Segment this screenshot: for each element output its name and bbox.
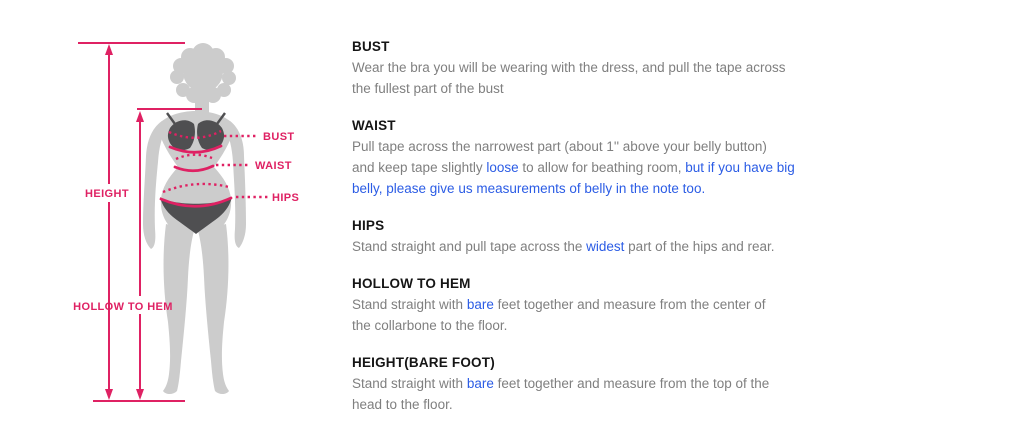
body-measurement-figure xyxy=(0,0,340,426)
instruction-section xyxy=(352,352,912,415)
highlighted-text: loose xyxy=(486,160,519,175)
section-heading: HEIGHT(BARE FOOT) xyxy=(352,355,495,370)
instruction-section xyxy=(352,115,912,199)
section-text-line xyxy=(352,236,912,257)
hollow-arrow-down-icon xyxy=(136,389,144,400)
body-text: Wear the bra you will be wearing with the dress, and pull the tape across xyxy=(352,60,786,75)
body-text: the fullest part of the bust xyxy=(352,81,504,96)
body-text: Stand straight and pull tape across the xyxy=(352,239,587,254)
body-text: Stand straight with xyxy=(352,297,467,312)
body-text: to allow for beathing room, xyxy=(518,160,686,175)
body-text: Stand straight with xyxy=(352,376,467,391)
section-heading: WAIST xyxy=(352,118,396,133)
body-text: part of the hips and rear. xyxy=(624,239,775,254)
body-text: feet together and measure from the top of the xyxy=(493,376,770,391)
highlighted-text: belly, please give us measurements of belly in the note too. xyxy=(352,181,706,196)
measurement-diagram xyxy=(0,0,340,426)
section-text-line xyxy=(352,394,912,415)
section-text-line xyxy=(352,157,912,178)
instruction-section xyxy=(352,273,912,336)
instruction-section xyxy=(352,36,912,99)
section-text-line xyxy=(352,294,912,315)
section-heading: HOLLOW TO HEM xyxy=(352,276,471,291)
instructions-panel xyxy=(352,36,912,431)
body-text: feet together and measure from the center of xyxy=(493,297,766,312)
highlighted-text: bare xyxy=(466,297,494,312)
height-arrow-down-icon xyxy=(105,389,113,400)
section-text-line xyxy=(352,136,912,157)
body-text: Pull tape across the narrowest part (about 1'' above your belly button) xyxy=(352,139,767,154)
section-text-line xyxy=(352,315,912,336)
instruction-section xyxy=(352,215,912,257)
body-text: the collarbone to the floor. xyxy=(352,318,508,333)
highlighted-text: bare xyxy=(466,376,494,391)
right-leg-shape xyxy=(198,224,229,394)
diagram-label-waist: WAIST xyxy=(255,160,292,172)
height-arrow-up-icon xyxy=(105,44,113,55)
highlighted-text: but if you have big xyxy=(685,160,795,175)
diagram-label-hollow-to-hem: HOLLOW TO HEM xyxy=(73,301,173,313)
hollow-arrow-up-icon xyxy=(136,111,144,122)
diagram-label-height: HEIGHT xyxy=(85,188,129,200)
section-heading: BUST xyxy=(352,39,390,54)
highlighted-text: widest xyxy=(586,239,625,254)
section-text-line xyxy=(352,57,912,78)
body-text: and keep tape slightly xyxy=(352,160,487,175)
diagram-label-bust: BUST xyxy=(263,131,295,143)
section-heading: HIPS xyxy=(352,218,385,233)
section-text-line xyxy=(352,178,912,199)
section-text-line xyxy=(352,373,912,394)
body-text: head to the floor. xyxy=(352,397,453,412)
diagram-label-hips: HIPS xyxy=(272,192,300,204)
section-text-line xyxy=(352,78,912,99)
